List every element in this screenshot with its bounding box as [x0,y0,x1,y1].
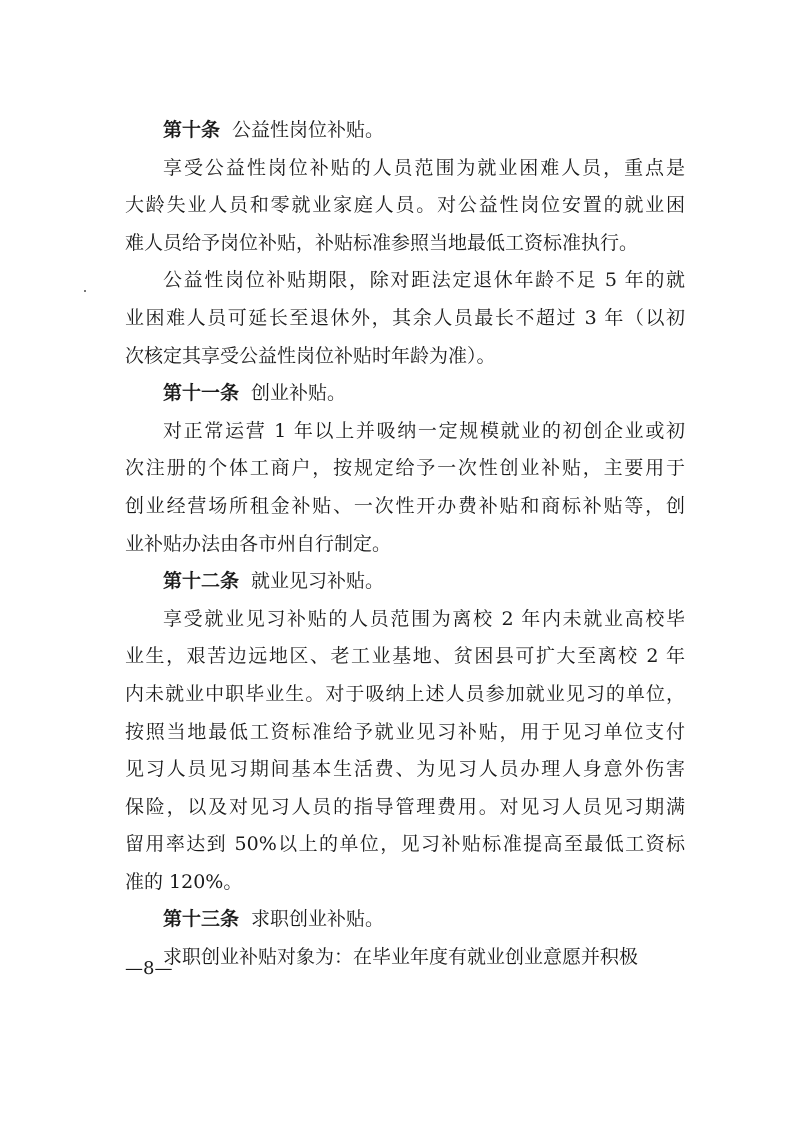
article-number: 第十三条 [163,908,240,931]
paragraph-line: 享受公益性岗位补贴的人员范围为就业困难人员，重点是 [163,156,685,179]
paragraph-line: 留用率达到 50%以上的单位，见习补贴标准提高至最低工资标 [125,833,685,856]
paragraph-line: 业困难人员可延长至退休外，其余人员最长不超过 3 年（以初 [125,306,685,329]
paragraph-line: 保险，以及对见习人员的指导管理费用。对见习人员见习期满 [125,795,685,818]
paragraph-line: 公益性岗位补贴期限，除对距法定退休年龄不足 5 年的就 [163,269,685,292]
document-body [125,112,685,977]
article-title: 创业补贴。 [251,382,347,405]
paragraph-line: 见习人员见习期间基本生活费、为见习人员办理人身意外伤害 [125,758,685,781]
paragraph-line: 难人员给予岗位补贴，补贴标准参照当地最低工资标准执行。 [125,231,639,254]
paragraph-line: 次核定其享受公益性岗位补贴时年龄为准）。 [125,344,496,367]
article-number: 第十一条 [163,382,240,405]
paragraph-line: 内未就业中职毕业生。对于吸纳上述人员参加就业见习的单位， [125,682,685,705]
paragraph-line: 享受就业见习补贴的人员范围为离校 2 年内未就业高校毕 [163,607,685,630]
paragraph-line: 求职创业补贴对象为：在毕业年度有就业创业意愿并积极 [163,946,639,969]
paragraph-line: 对正常运营 1 年以上并吸纳一定规模就业的初创企业或初 [163,419,685,442]
paragraph-line: 次注册的个体工商户，按规定给予一次性创业补贴，主要用于 [125,457,685,480]
article-number: 第十二条 [163,570,240,593]
paragraph-line: 准的 120%。 [125,870,243,893]
article-heading [125,901,685,939]
paragraph-line: 业补贴办法由各市州自行制定。 [125,532,392,555]
paragraph-line: 大龄失业人员和零就业家庭人员。对公益性岗位安置的就业困 [125,194,685,217]
page-number: —8— [125,958,173,979]
paragraph-line: 创业经营场所租金补贴、一次性开办费补贴和商标补贴等，创 [125,494,685,517]
scan-speck [84,290,86,292]
article-heading [125,375,685,413]
article-number: 第十条 [163,119,221,141]
article-title: 公益性岗位补贴。 [232,119,385,141]
paragraph-line: 业生，艰苦边远地区、老工业基地、贫困县可扩大至离校 2 年 [125,645,685,668]
article-heading [125,112,685,150]
article-heading [125,563,685,601]
paragraph-line: 按照当地最低工资标准给予就业见习补贴，用于见习单位支付 [125,720,685,743]
article-title: 就业见习补贴。 [251,570,385,593]
article-title: 求职创业补贴。 [251,908,385,931]
